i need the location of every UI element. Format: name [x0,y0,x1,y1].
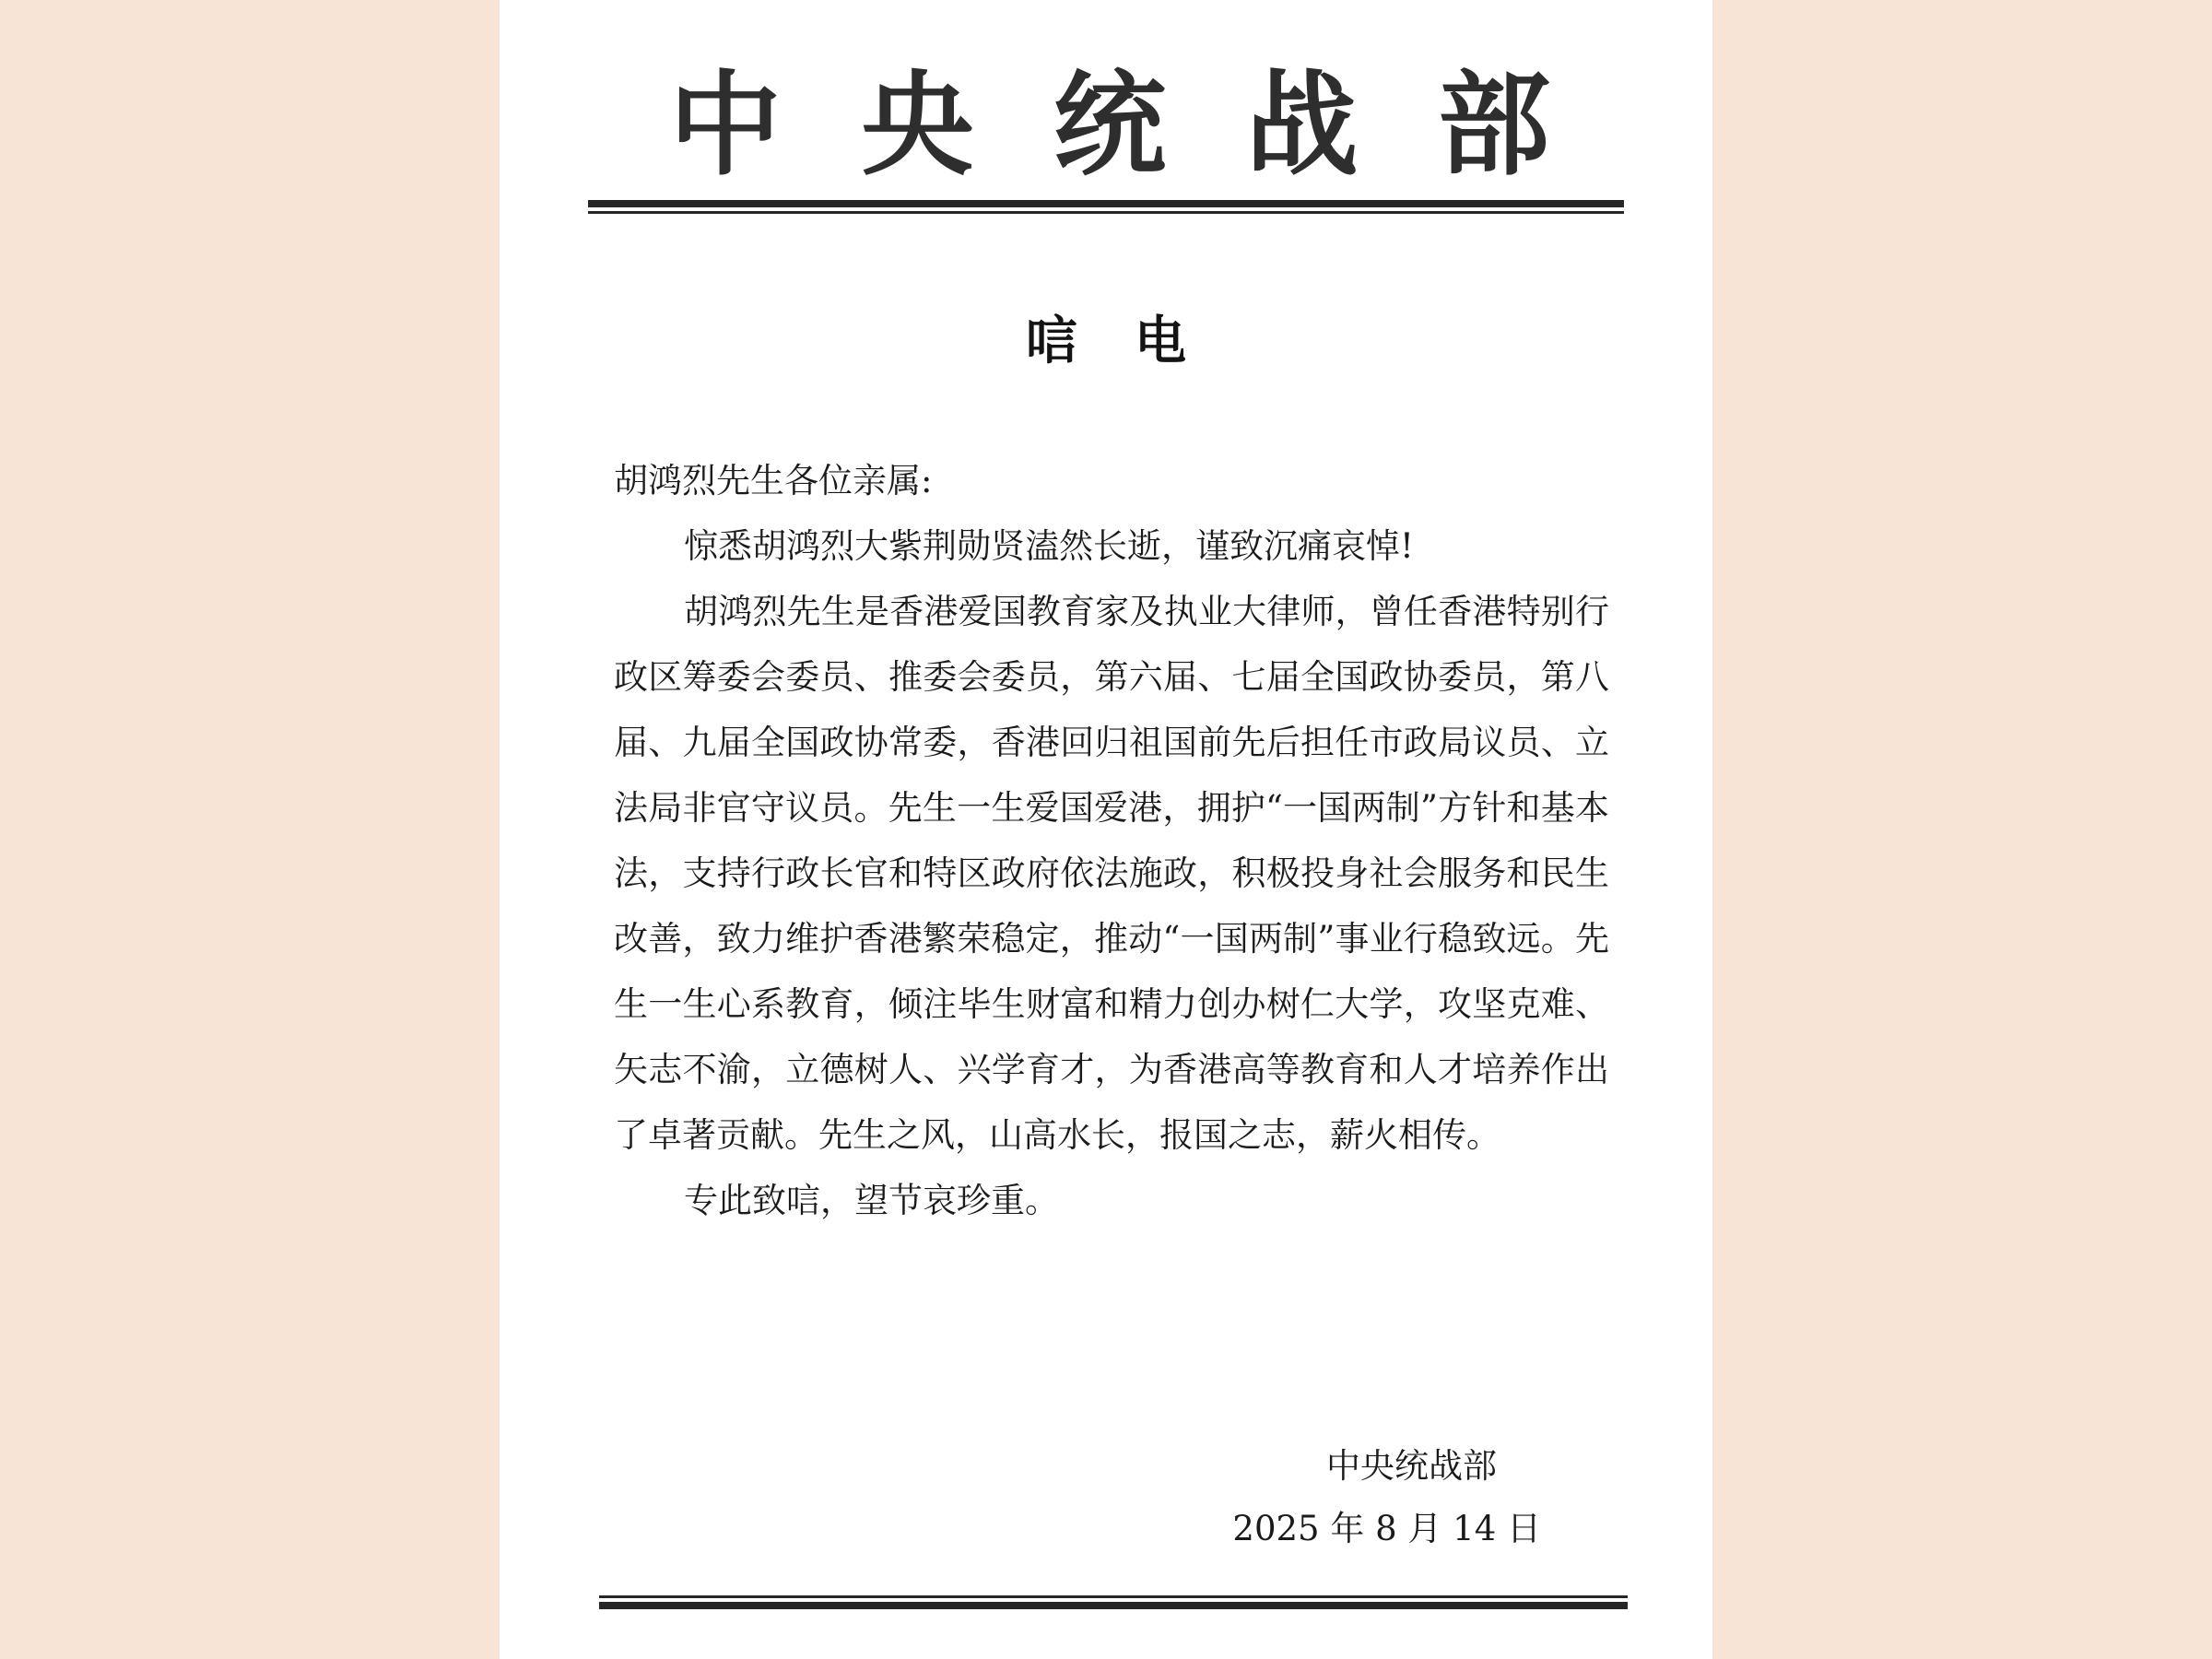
document-title: 唁电 [1026,311,1243,371]
letterhead-divider [588,200,1624,218]
salutation: 胡鸿烈先生各位亲属: [614,461,933,500]
signature-organization: 中央统战部 [1326,1446,1497,1486]
divider-thick-line [588,200,1624,207]
document-body [614,448,1609,1233]
letterhead-char: 统 [1053,58,1166,191]
paragraph-closing: 专此致唁，望节哀珍重。 [684,1181,1059,1220]
letterhead-title [588,55,1624,194]
signature-block [1209,1435,1541,1560]
letterhead-char: 战 [1245,58,1359,191]
letterhead [588,55,1624,194]
letterhead-char: 部 [1438,58,1550,191]
signature-date: 2025 年 8 月 14 日 [1232,1509,1541,1548]
document-page [500,0,1712,1659]
divider-thin-line [588,211,1624,214]
paragraph-condolence: 惊悉胡鸿烈大紫荆勋贤溘然长逝，谨致沉痛哀悼! [684,526,1414,566]
paragraph-biography: 胡鸿烈先生是香港爱国教育家及执业大律师，曾任香港特别行政区筹委会委员、推委会委员，第六届、七届全国政协委员，第八届、九届全国政协常委，香港回归祖国前先后担任市政局议员、立法局非官守议员。先生一生爱国爱港，拥护“一国两制”方针和基本法，支持行政长官和特区政府依法施政，积极投身社会服务和民生改善，致力维护香港繁荣稳定，推动“一国两制”事业行稳致远。先生一生心系教育，倾注毕生财富和精力创办树仁大学，攻坚克难、矢志不渝，立德树人、兴学育才，为香港高等教育和人才培养作出了卓著贡献。先生之风，山高水长，报国之志，薪火相传。 [614,592,1609,1155]
divider-thick-line [599,1602,1628,1609]
divider-thin-line [599,1595,1628,1598]
footer-divider [599,1595,1628,1614]
letterhead-char: 中 [669,58,782,191]
letterhead-char: 央 [861,58,974,191]
